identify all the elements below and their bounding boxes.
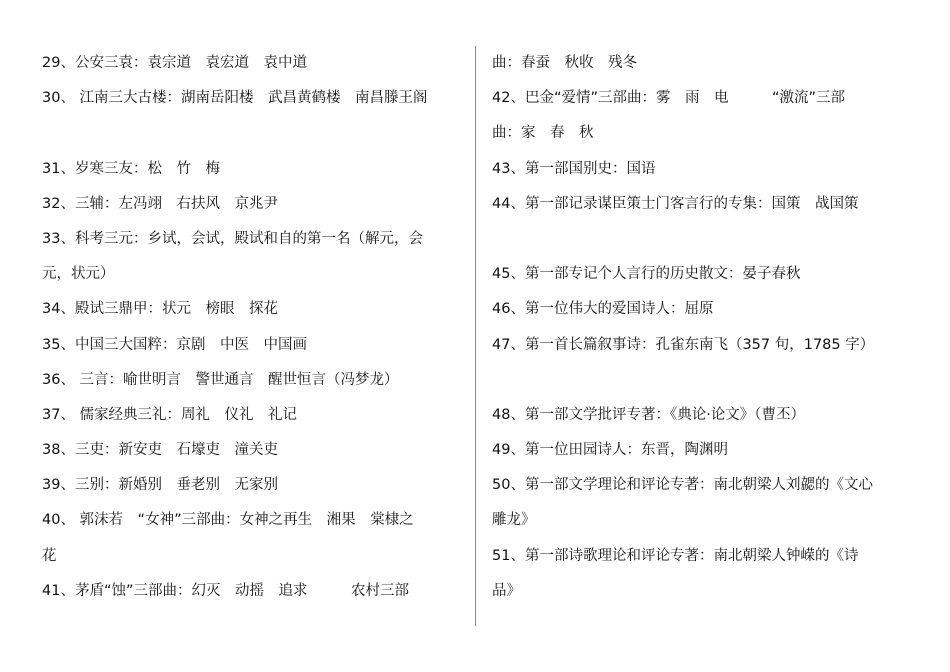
text-line: 44、第一部记录谋臣策士门客言行的专集：国策 战国策 (492, 195, 859, 212)
column-divider (475, 46, 476, 626)
text-line: 48、第一部文学批评专著：《典论·论文》（曹丕） (492, 406, 806, 423)
blank-line (492, 222, 916, 257)
text-line: 43、第一部国别史：国语 (492, 160, 656, 177)
text-line: 51、第一部诗歌理论和评论专著：南北朝梁人钟嵘的《诗 (492, 547, 859, 564)
text-line: 47、第一首长篇叙事诗：孔雀东南飞（357 句，1785 字） (492, 336, 875, 353)
text-line: 36、 三言：喻世明言 警世通言 醒世恒言（冯梦龙） (42, 371, 399, 388)
blank-line (492, 363, 916, 398)
text-line: 33、科考三元：乡试，会试，殿试和自的第一名（解元，会 (42, 230, 423, 247)
text-line: 38、三吏：新安吏 石壕吏 潼关吏 (42, 442, 278, 459)
text-line: 46、第一位伟大的爱国诗人：屈原 (492, 301, 714, 318)
text-line: 42、巴金“爱情”三部曲：雾 雨 电 “激流”三部 (492, 90, 845, 107)
text-line: 39、三别：新婚别 垂老别 无家别 (42, 477, 278, 494)
text-line: 雕龙》 (492, 512, 536, 529)
text-line: 50、第一部文学理论和评论专著：南北朝梁人刘勰的《文心 (492, 477, 873, 494)
text-line: 曲：春蚕 秋收 残冬 (492, 55, 637, 71)
text-line: 41、茅盾“蚀”三部曲：幻灭 动摇 追求 农村三部 (42, 582, 409, 599)
blank-line (42, 116, 462, 151)
right-column (492, 46, 916, 609)
text-line: 29、公安三袁：袁宗道 袁宏道 袁中道 (42, 55, 307, 71)
text-line: 元，状元） (42, 266, 115, 283)
text-line: 45、第一部专记个人言行的历史散文：晏子春秋 (492, 266, 801, 283)
text-line: 30、 江南三大古楼：湖南岳阳楼 武昌黄鹤楼 南昌滕王阁 (42, 90, 428, 107)
text-line: 34、殿试三鼎甲：状元 榜眼 探花 (42, 301, 278, 318)
text-line: 花 (42, 547, 57, 564)
text-line: 31、岁寒三友：松 竹 梅 (42, 160, 220, 177)
text-line: 37、 儒家经典三礼：周礼 仪礼 礼记 (42, 406, 298, 423)
text-line: 32、三辅：左冯翊 右扶风 京兆尹 (42, 195, 278, 212)
text-line: 35、中国三大国粹：京剧 中医 中国画 (42, 336, 307, 353)
text-line: 品》 (492, 582, 521, 599)
text-line: 曲：家 春 秋 (492, 125, 594, 142)
left-column (42, 46, 462, 609)
text-line: 40、 郭沫若 “女神”三部曲：女神之再生 湘果 棠棣之 (42, 512, 414, 529)
text-line: 49、第一位田园诗人：东晋，陶渊明 (492, 442, 728, 459)
